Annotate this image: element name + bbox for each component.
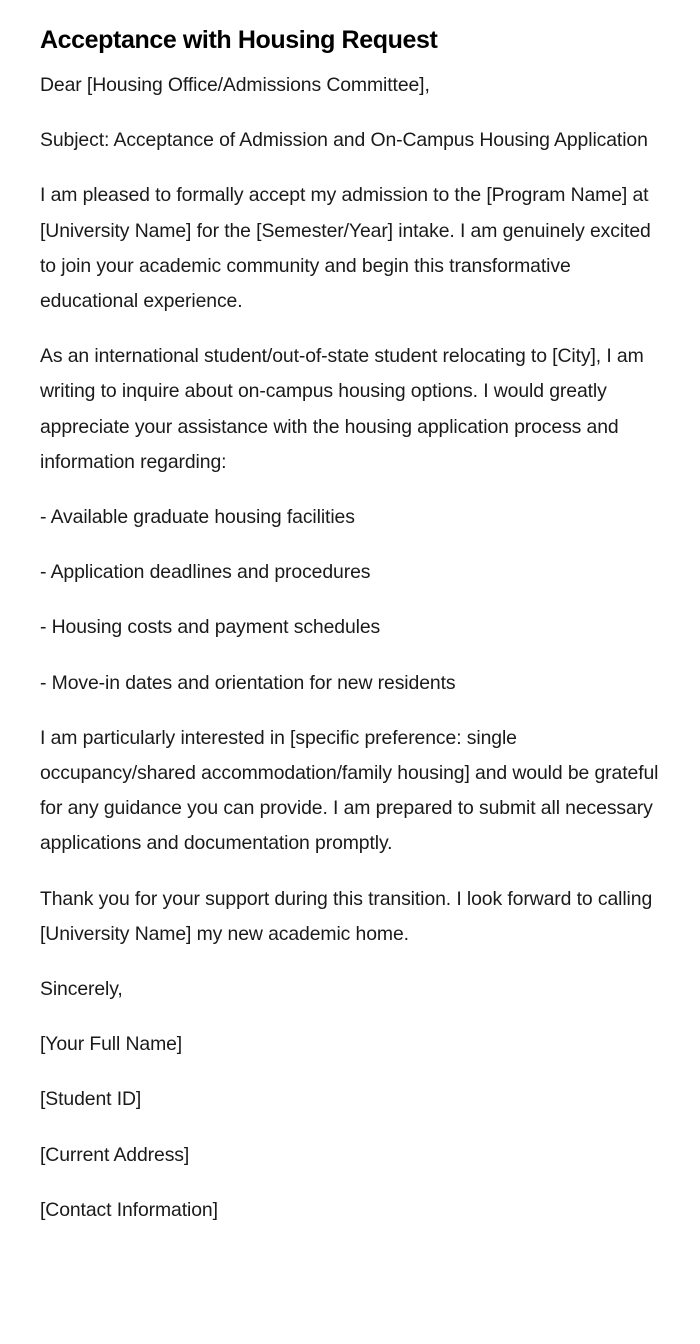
list-item: - Move-in dates and orientation for new residents (40, 671, 456, 694)
body-paragraph-housing-inquiry: As an international student/out-of-state student relocating to [City], I am writing to inquire about on-campus housing options. I would greatly appreciate your assistance with the housing application process and information regarding: (40, 345, 644, 473)
signature-contact: [Contact Information] (40, 1198, 218, 1221)
body-paragraph-thanks: Thank you for your support during this transition. I look forward to calling [University Name] my new academic home. (40, 887, 653, 945)
signature-name: [Your Full Name] (40, 1033, 183, 1056)
body-paragraph-preference: I am particularly interested in [specific preference: single occupancy/shared accommodation/family housing] and would be grateful for any guidance you can provide. I am prepared to submit all necessary applications and documentation promptly. (40, 726, 659, 855)
subject-line: Subject: Acceptance of Admission and On-Campus Housing Application (40, 129, 648, 152)
salutation: Dear [Housing Office/Admissions Committee], (40, 74, 430, 96)
page-title: Acceptance with Housing Request (40, 26, 438, 54)
sign-off: Sincerely, (40, 978, 123, 1001)
body-paragraph-acceptance: I am pleased to formally accept my admission to the [Program Name] at [University Name] for the [Semester/Year] intake. I am genuinely excited to join your academic community and begin this transformative educational experience. (40, 184, 651, 313)
signature-address: [Current Address] (40, 1143, 190, 1166)
signature-student-id: [Student ID] (40, 1088, 142, 1111)
list-item: - Available graduate housing facilities (40, 506, 355, 529)
list-item: - Housing costs and payment schedules (40, 616, 381, 639)
list-item: - Application deadlines and procedures (40, 561, 371, 584)
